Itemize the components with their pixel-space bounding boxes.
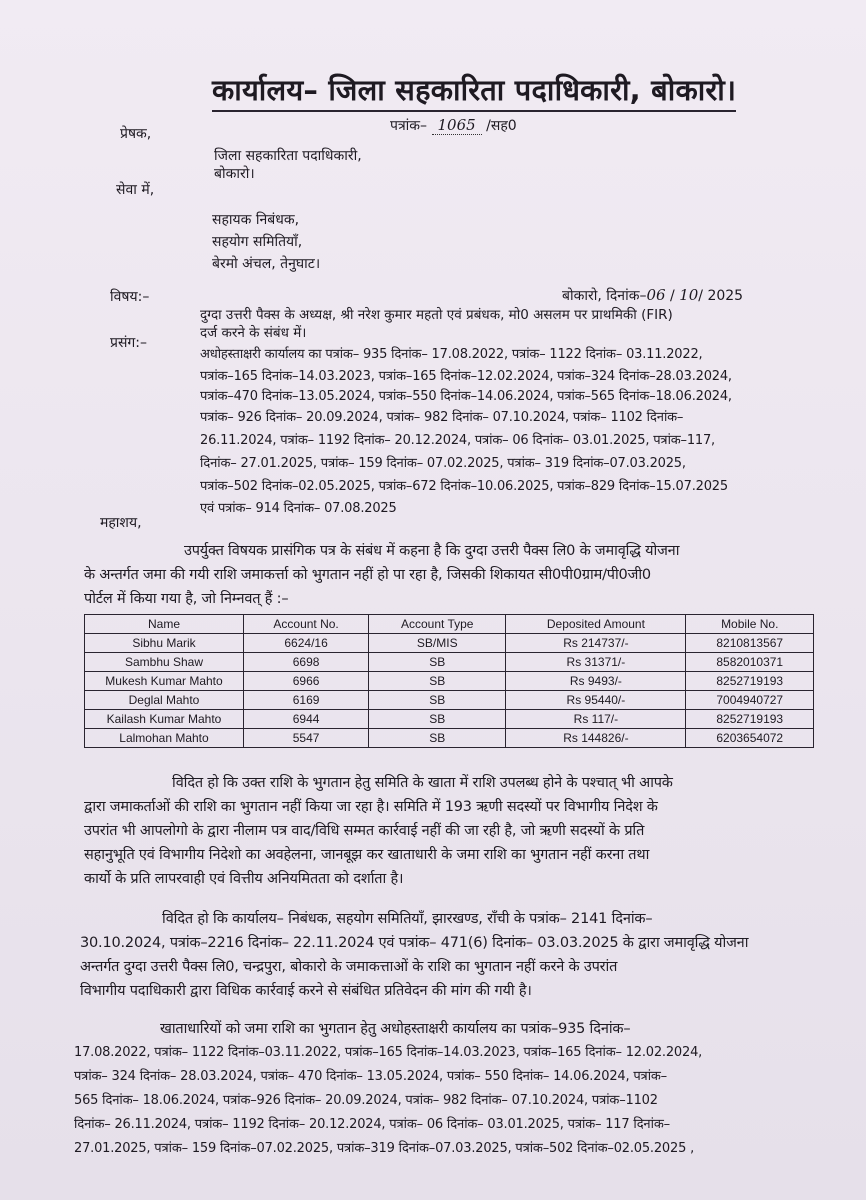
letter-date: बोकारो, दिनांक–06 / 10/ 2025: [562, 286, 744, 304]
table-cell: Rs 31371/-: [506, 653, 686, 672]
paragraph-line: 27.01.2025, पत्रांक– 159 दिनांक–07.02.2025, पत्रांक–319 दिनांक–07.03.2025, पत्रांक–502 दिनांक–02.05.2025 ,: [74, 1141, 694, 1156]
paragraph-line: सहानुभूति एवं विभागीय निदेशो का अवहेलना, जानबूझ कर खाताधारी के जमा राशि का भुगतान नहीं करना तथा: [84, 847, 650, 863]
reference-line: एवं पत्रांक– 914 दिनांक– 07.08.2025: [200, 501, 397, 516]
table-row: [85, 710, 814, 729]
table-cell: 8582010371: [686, 653, 814, 672]
table-cell: Rs 95440/-: [506, 691, 686, 710]
table-header-cell: Name: [85, 615, 244, 634]
table-cell: Mukesh Kumar Mahto: [85, 672, 244, 691]
table-row: [85, 653, 814, 672]
table-cell: 5547: [244, 729, 369, 748]
accounts-table: [84, 614, 814, 748]
paragraph-line: पोर्टल में किया गया है, जो निम्नवत् हैं :–: [84, 591, 289, 607]
table-cell: Kailash Kumar Mahto: [85, 710, 244, 729]
paragraph-line: दिनांक– 26.11.2024, पत्रांक– 1192 दिनांक– 20.12.2024, पत्रांक– 06 दिनांक– 03.01.2025, पत्रांक– 117 दिनांक–: [74, 1117, 670, 1132]
table-cell: 7004940727: [686, 691, 814, 710]
letter-number: [390, 116, 517, 135]
table-row: [85, 672, 814, 691]
paragraph-line: उपरांत भी आपलोगो के द्वारा नीलाम पत्र वाद/विधि सम्मत कार्रवाई नहीं की जा रही है, जो ऋणी सदस्यों के प्रति: [84, 823, 645, 839]
table-cell: 6966: [244, 672, 369, 691]
paragraph-line: विदित हो कि कार्यालय– निबंधक, सहयोग समितियाँ, झारखण्ड, राँची के पत्रांक– 2141 दिनांक–: [162, 911, 653, 927]
recipient-line-2: सहयोग समितियाँ,: [212, 234, 303, 250]
subject-label: विषय:–: [110, 289, 150, 305]
paragraph-line: द्वारा जमाकर्ताओं की राशि का भुगतान नहीं किया जा रहा है। समिति में 193 ऋणी सदस्यों पर विभागीय निदेश के: [84, 799, 658, 815]
date-year: / 2025: [698, 288, 744, 304]
recipient-line-3: बेरमो अंचल, तेनुघाट।: [212, 256, 321, 272]
table-cell: Rs 117/-: [506, 710, 686, 729]
table-cell: 6624/16: [244, 634, 369, 653]
subject-line-2: दर्ज करने के संबंध में।: [200, 325, 307, 341]
letter-number-handwritten: 1065: [432, 116, 482, 135]
paragraph-line: अन्तर्गत दुग्दा उत्तरी पैक्स लि0, चन्द्रपुरा, बोकारो के जमाकत्ताओं के राशि का भुगतान नहीं करने के उपरांत: [80, 959, 618, 975]
sender-label: प्रेषक,: [120, 126, 152, 142]
table-cell: Sibhu Marik: [85, 634, 244, 653]
table-cell: SB/MIS: [369, 634, 506, 653]
table-cell: Sambhu Shaw: [85, 653, 244, 672]
salutation: महाशय,: [100, 515, 142, 531]
table-row: [85, 729, 814, 748]
reference-line: 26.11.2024, पत्रांक– 1192 दिनांक– 20.12.2024, पत्रांक– 06 दिनांक– 03.01.2025, पत्रांक–117,: [200, 433, 715, 448]
table-cell: 8252719193: [686, 710, 814, 729]
letter-number-prefix: पत्रांक–: [390, 118, 428, 134]
paragraph-line: विदित हो कि उक्त राशि के भुगतान हेतु समिति के खाता में राशि उपलब्ध होने के पश्चात् भी आपके: [172, 775, 673, 791]
table-cell: 6698: [244, 653, 369, 672]
recipient-line-1: सहायक निबंधक,: [212, 212, 300, 228]
paragraph-line: के अन्तर्गत जमा की गयी राशि जमाकर्त्ता को भुगतान नहीं हो पा रहा है, जिसकी शिकायत सी0पी0ग्राम/पी0जी0: [84, 567, 651, 583]
office-title: कार्यालय– जिला सहकारिता पदाधिकारी, बोकारो।: [212, 70, 736, 112]
table-cell: SB: [369, 672, 506, 691]
table-cell: 8210813567: [686, 634, 814, 653]
paragraph-line: 565 दिनांक– 18.06.2024, पत्रांक–926 दिनांक– 20.09.2024, पत्रांक– 982 दिनांक– 07.10.2024, पत्रांक–1102: [74, 1093, 658, 1108]
table-cell: 8252719193: [686, 672, 814, 691]
table-cell: Deglal Mahto: [85, 691, 244, 710]
paragraph-line: खाताधारियों को जमा राशि का भुगतान हेतु अधोहस्ताक्षरी कार्यालय का पत्रांक–935 दिनांक–: [160, 1021, 631, 1037]
paragraph-line: पत्रांक– 324 दिनांक– 28.03.2024, पत्रांक– 470 दिनांक– 13.05.2024, पत्रांक– 550 दिनांक– 14.06.2024, पत्रांक–: [74, 1069, 667, 1084]
date-month-handwritten: 10: [679, 286, 699, 304]
table-cell: SB: [369, 710, 506, 729]
paragraph-line: कार्यो के प्रति लापरवाही एवं वित्तीय अनियमितता को दर्शाता है।: [84, 871, 404, 887]
table-cell: Rs 214737/-: [506, 634, 686, 653]
paragraph-line: विभागीय पदाधिकारी द्वारा विधिक कार्रवाई करने से संबंधित प्रतिवेदन की मांग की गयी है।: [80, 983, 532, 999]
table-cell: SB: [369, 653, 506, 672]
recipient-label: सेवा में,: [116, 182, 155, 198]
reference-line: पत्रांक– 926 दिनांक– 20.09.2024, पत्रांक– 982 दिनांक– 07.10.2024, पत्रांक– 1102 दिनांक–: [200, 410, 684, 425]
date-day-handwritten: 06: [646, 286, 666, 304]
table-cell: SB: [369, 729, 506, 748]
table-cell: Rs 144826/-: [506, 729, 686, 748]
reference-line: दिनांक– 27.01.2025, पत्रांक– 159 दिनांक– 07.02.2025, पत्रांक– 319 दिनांक–07.03.2025,: [200, 456, 686, 471]
table-cell: Lalmohan Mahto: [85, 729, 244, 748]
table-row: [85, 691, 814, 710]
date-prefix: बोकारो, दिनांक–: [562, 288, 647, 304]
table-cell: SB: [369, 691, 506, 710]
table-row: [85, 634, 814, 653]
reference-label: प्रसंग:–: [110, 335, 148, 351]
table-header-cell: Mobile No.: [686, 615, 814, 634]
paragraph-line: 17.08.2022, पत्रांक– 1122 दिनांक–03.11.2022, पत्रांक–165 दिनांक–14.03.2023, पत्रांक–165 दिनांक– 12.02.2024,: [74, 1045, 703, 1060]
table-header-cell: Account Type: [369, 615, 506, 634]
table-header-cell: Deposited Amount: [506, 615, 686, 634]
sender-line-2: बोकारो।: [214, 166, 255, 182]
letter-number-suffix: /सह0: [486, 118, 517, 134]
table-header-cell: Account No.: [244, 615, 369, 634]
reference-line: पत्रांक–502 दिनांक–02.05.2025, पत्रांक–672 दिनांक–10.06.2025, पत्रांक–829 दिनांक–15.07.2025: [200, 479, 728, 494]
paragraph-line: 30.10.2024, पत्रांक–2216 दिनांक– 22.11.2024 एवं पत्रांक– 471(6) दिनांक– 03.03.2025 के द्वारा जमावृद्धि योजना: [80, 935, 749, 951]
paragraph-line: उपर्युक्त विषयक प्रासंगिक पत्र के संबंध में कहना है कि दुग्दा उत्तरी पैक्स लि0 के जमावृद्धि योजना: [184, 543, 680, 559]
reference-line: पत्रांक–165 दिनांक–14.03.2023, पत्रांक–165 दिनांक–12.02.2024, पत्रांक–324 दिनांक–28.03.2024,: [200, 369, 732, 384]
table-cell: 6203654072: [686, 729, 814, 748]
table-cell: 6944: [244, 710, 369, 729]
table-cell: Rs 9493/-: [506, 672, 686, 691]
subject-line-1: दुग्दा उत्तरी पैक्स के अध्यक्ष, श्री नरेश कुमार महतो एवं प्रबंधक, मो0 असलम पर प्राथमिकी (FIR): [200, 307, 673, 323]
reference-line: अधोहस्ताक्षरी कार्यालय का पत्रांक– 935 दिनांक– 17.08.2022, पत्रांक– 1122 दिनांक– 03.11.2022,: [200, 347, 703, 362]
reference-line: पत्रांक–470 दिनांक–13.05.2024, पत्रांक–550 दिनांक–14.06.2024, पत्रांक–565 दिनांक–18.06.2024,: [200, 389, 732, 404]
table-header-row: [85, 615, 814, 634]
table-cell: 6169: [244, 691, 369, 710]
sender-line-1: जिला सहकारिता पदाधिकारी,: [214, 148, 362, 164]
